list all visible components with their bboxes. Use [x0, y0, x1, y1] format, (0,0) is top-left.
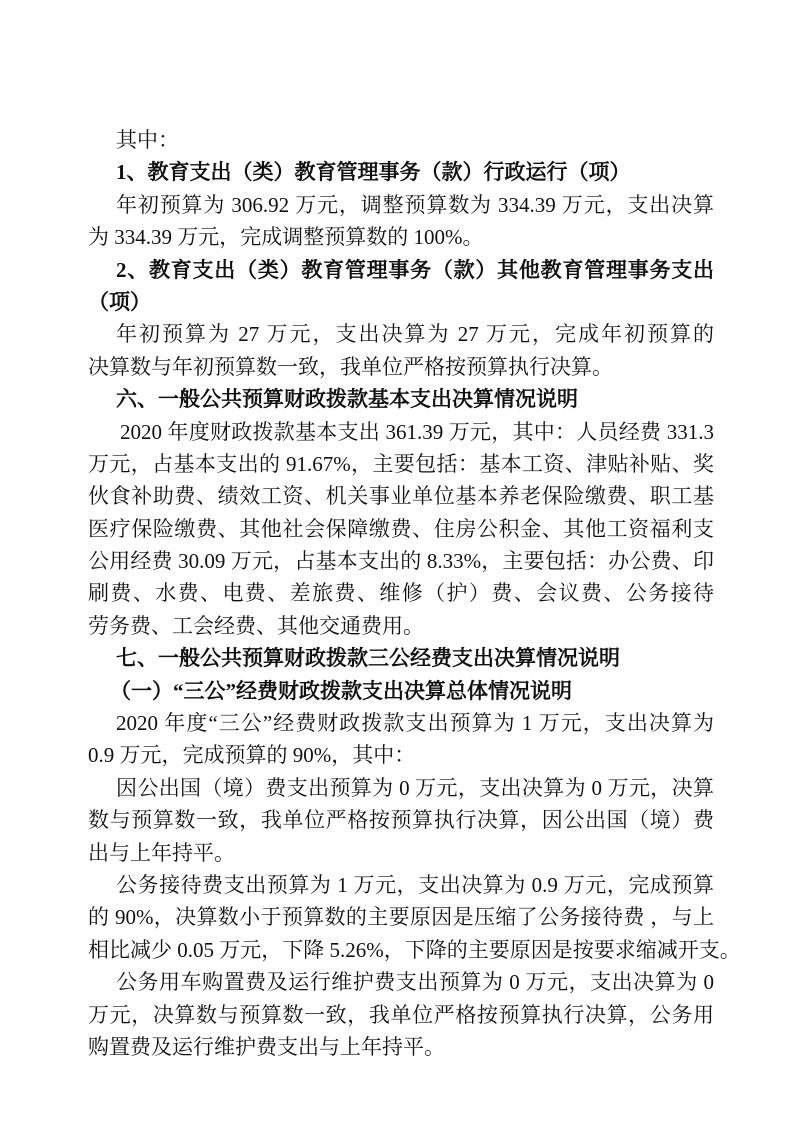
- section-heading: [88, 254, 714, 319]
- text-line: 万元，决算数与预算数一致，我单位严格按预算执行决算，公务用: [88, 1002, 714, 1027]
- text-line: 公用经费 30.09 万元，占基本支出的 8.33%，主要包括：办公费、印: [88, 549, 714, 574]
- text-line: 刷费、水费、电费、差旅费、维修（护）费、会议费、公务接待: [88, 581, 714, 606]
- text-line: 2020 年度财政拨款基本支出 361.39 万元，其中：人员经费 331.3: [120, 419, 714, 444]
- text-line: 六、一般公共预算财政拨款基本支出决算情况说明: [116, 387, 578, 412]
- text-line: 七、一般公共预算财政拨款三公经费支出决算情况说明: [116, 646, 620, 671]
- text-line: 购置费及运行维护费支出与上年持平。: [88, 1034, 445, 1059]
- paragraph: [88, 189, 714, 254]
- text-line: 0.9 万元，完成预算的 90%，其中：: [88, 743, 416, 768]
- text-line: 劳务费、工会经费、其他交通费用。: [88, 613, 424, 638]
- text-line: 数与预算数一致，我单位严格按预算执行决算，因公出国（境）费: [88, 808, 714, 833]
- section-heading: [88, 156, 714, 188]
- text-line: 年初预算为 27 万元，支出决算为 27 万元，完成年初预算的: [116, 322, 714, 347]
- paragraph: [88, 416, 714, 643]
- section-heading: [88, 642, 714, 674]
- text-line: （一）“三公”经费财政拨款支出决算总体情况说明: [110, 678, 572, 703]
- paragraph: [88, 966, 714, 1063]
- text-line: 2、教育支出（类）教育管理事务（款）其他教育管理事务支出: [116, 257, 714, 282]
- text-line: 1、教育支出（类）教育管理事务（款）行政运行（项）: [116, 160, 631, 185]
- text-line: 公务接待费支出预算为 1 万元，支出决算为 0.9 万元，完成预算: [116, 872, 714, 897]
- paragraph: [88, 772, 714, 869]
- section-heading: [88, 383, 714, 415]
- text-line: 相比减少 0.05 万元，下降 5.26%，下降的主要原因是按要求缩减开支。: [88, 937, 741, 962]
- text-line: 医疗保险缴费、其他社会保障缴费、住房公积金、其他工资福利支: [88, 516, 714, 541]
- text-line: 的 90%，决算数小于预算数的主要原因是压缩了公务接待费 ，与上: [88, 905, 714, 930]
- paragraph: [88, 124, 714, 156]
- text-line: 为 334.39 万元，完成调整预算数的 100%。: [88, 225, 484, 250]
- text-line: 其中：: [116, 128, 179, 152]
- text-line: 出与上年持平。: [88, 840, 235, 865]
- document-body: [88, 124, 741, 1063]
- text-line: 2020 年度“三公”经费财政拨款支出预算为 1 万元，支出决算为: [116, 711, 714, 736]
- text-line: （项）: [88, 289, 151, 314]
- text-line: 决算数与年初预算数一致，我单位严格按预算执行决算。: [88, 354, 613, 379]
- paragraph: [88, 869, 741, 966]
- section-heading: [88, 675, 714, 707]
- text-line: 万元，占基本支出的 91.67%，主要包括：基本工资、津贴补贴、奖: [88, 451, 714, 476]
- text-line: 年初预算为 306.92 万元，调整预算数为 334.39 万元，支出决算: [116, 192, 714, 217]
- paragraph: [88, 318, 714, 383]
- text-line: 因公出国（境）费支出预算为 0 万元，支出决算为 0 万元，决算: [116, 775, 714, 800]
- text-line: 伙食补助费、绩效工资、机关事业单位基本养老保险缴费、职工基: [88, 484, 714, 509]
- text-line: 公务用车购置费及运行维护费支出预算为 0 万元，支出决算为 0: [116, 970, 714, 995]
- paragraph: [88, 707, 714, 772]
